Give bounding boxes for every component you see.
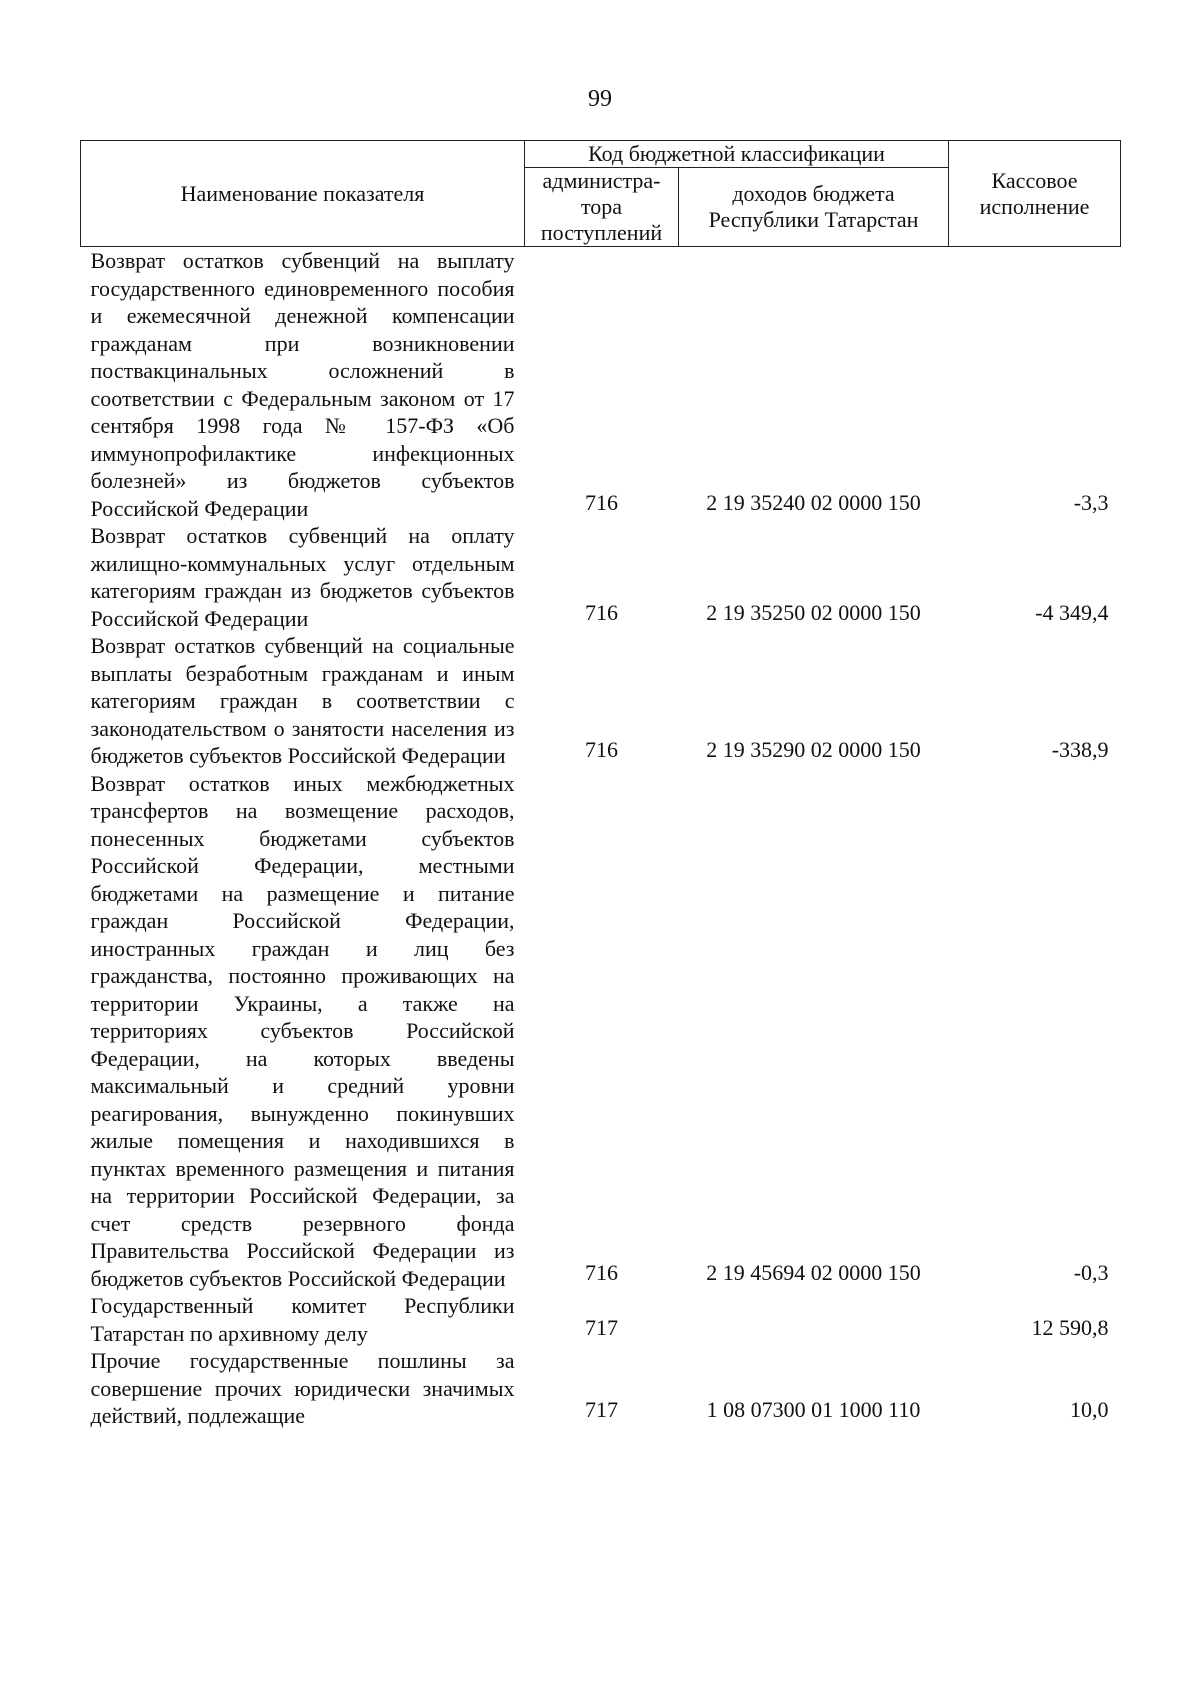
budget-table	[80, 140, 1121, 1430]
income-code: 2 19 35250 02 0000 150	[706, 599, 921, 625]
table-row	[81, 522, 1121, 632]
table-header	[81, 141, 1121, 247]
cash-execution-amount: -0,3	[1073, 1259, 1109, 1285]
indicator-name: Государственный комитет Республики Татарстан по архивному делу	[90, 1293, 515, 1346]
indicator-name: Возврат остатков субвенций на оплату жилищно-коммунальных услуг отдельным категориям граждан из бюджетов субъектов Российской Федерации	[90, 523, 515, 631]
income-code	[679, 1292, 949, 1347]
income-code: 2 19 35290 02 0000 150	[706, 737, 921, 762]
admin-code: 717	[585, 1397, 618, 1422]
header-budget-classification: Код бюджетной классификации	[525, 141, 949, 168]
header-income-code: доходов бюджета Республики Татарстан	[679, 168, 949, 247]
table-body	[81, 247, 1121, 1430]
income-code: 2 19 45694 02 0000 150	[706, 1259, 921, 1285]
cash-execution-amount: -3,3	[1073, 489, 1109, 515]
admin-code: 716	[585, 1259, 618, 1285]
table-row	[81, 632, 1121, 770]
header-admin: администра-тора поступлений	[525, 168, 679, 247]
header-amount: Кассовое исполнение	[949, 141, 1121, 247]
cash-execution-amount: 10,0	[1070, 1397, 1109, 1422]
income-code: 1 08 07300 01 1000 110	[706, 1397, 921, 1422]
admin-code: 716	[585, 489, 618, 515]
admin-code: 717	[585, 1314, 618, 1340]
admin-code: 716	[585, 599, 618, 625]
cash-execution-amount: -338,9	[1051, 737, 1109, 762]
page-number: 99	[588, 86, 612, 112]
cash-execution-amount: 12 590,8	[1031, 1314, 1109, 1340]
admin-code: 716	[585, 737, 618, 762]
indicator-name: Возврат остатков иных межбюджетных трансфертов на возмещение расходов, понесенных бюджетами субъектов Российской Федерации, местными бюджетами на размещение и питание граждан Российской Федерации, иностранных граждан и лиц без гражданства, постоянно проживающих на территории Украины, а также на территориях субъектов Российской Федерации, на которых введены максимальный и средний уровни реагирования, вынужденно покинувших жилые помещения и находившихся в пунктах временного размещения и питания на территории Российской Федерации, за счет средств резервного фонда Правительства Российской Федерации из бюджетов субъектов Российской Федерации	[90, 770, 515, 1291]
indicator-name: Возврат остатков субвенций на социальные выплаты безработным гражданам и иным категориям граждан в соответствии с законодательством о занятости населения из бюджетов субъектов Российской Федерации	[90, 633, 515, 768]
table-row	[81, 247, 1121, 523]
income-code: 2 19 35240 02 0000 150	[706, 489, 921, 515]
table-row	[81, 1347, 1121, 1430]
indicator-name: Прочие государственные пошлины за совершение прочих юридически значимых действий, подлежащие	[90, 1348, 515, 1428]
table-row	[81, 1292, 1121, 1347]
header-name: Наименование показателя	[81, 141, 525, 247]
table-row	[81, 770, 1121, 1293]
cash-execution-amount: -4 349,4	[1035, 599, 1109, 625]
indicator-name: Возврат остатков субвенций на выплату государственного единовременного пособия и ежемесячной денежной компенсации гражданам при возникновении поствакцинальных осложнений в соответствии с Федеральным законом от 17 сентября 1998 года № 157-ФЗ «Об иммунопрофилактике инфекционных болезней» из бюджетов субъектов Российской Федерации	[90, 248, 515, 521]
